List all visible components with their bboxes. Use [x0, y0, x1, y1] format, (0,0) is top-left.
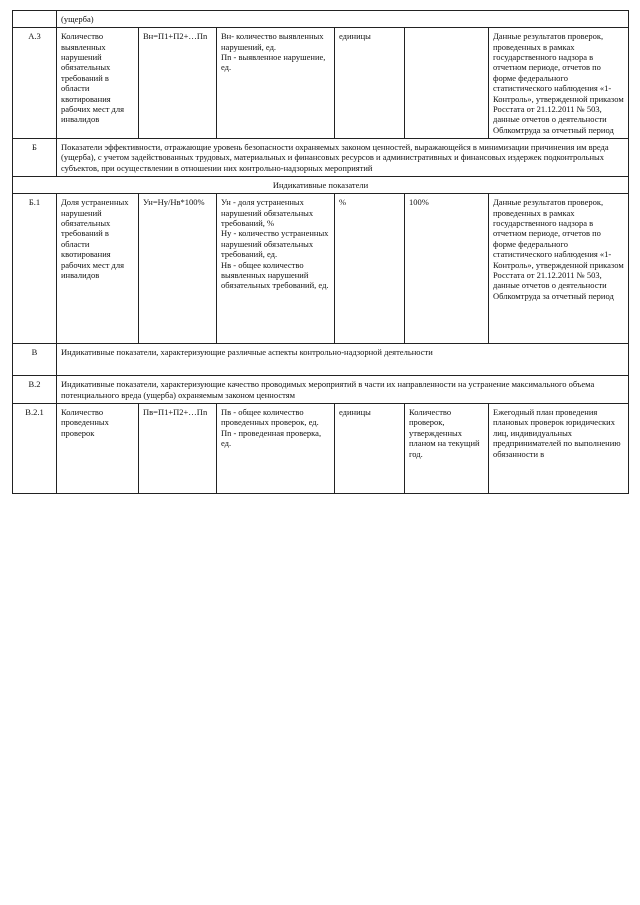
row-code: В — [13, 344, 57, 376]
row-code: А.3 — [13, 28, 57, 139]
row-indicative-heading — [13, 177, 629, 194]
indicator-description: Ун - доля устраненных нарушений обязательных требований, % Ну - количество устраненных нарушений обязательных требований, ед. Нв - общее количество выявленных нарушений обязательных требований, ед. — [217, 194, 335, 344]
row-b1 — [13, 194, 629, 344]
section-heading: Показатели эффективности, отражающие уровень безопасности охраняемых законом ценностей, выражающейся в минимизации причинения им вреда (ущерба), с учетом задействованных трудовых, материальных и финансовых ресурсов и административных и финансовых издержек подконтрольных субъектов, при осуществлении в отношении них контрольно-надзорных мероприятий — [57, 138, 629, 176]
indicator-name: Количество проведенных проверок — [57, 404, 139, 494]
indicator-formula: Пв=П1+П2+…Пn — [139, 404, 217, 494]
indicator-description: Вн- количество выявленных нарушений, ед. Пn - выявленное нарушение, ед. — [217, 28, 335, 139]
indicator-unit: единицы — [335, 28, 405, 139]
row-code: В.2.1 — [13, 404, 57, 494]
row-code: В.2 — [13, 376, 57, 404]
row-v2 — [13, 376, 629, 404]
row-continuation — [13, 11, 629, 28]
indicator-unit: единицы — [335, 404, 405, 494]
indicator-source: Ежегодный план проведения плановых проверок юридических лиц, индивидуальных предпринимателей по выполнению обязанности в — [489, 404, 629, 494]
indicator-name: Доля устраненных нарушений обязательных требований в области квотирования рабочих мест для инвалидов — [57, 194, 139, 344]
indicator-unit: % — [335, 194, 405, 344]
indicator-target — [405, 28, 489, 139]
cell-empty-code — [13, 11, 57, 28]
subsection-heading: Индикативные показатели — [13, 177, 629, 194]
indicator-source: Данные результатов проверок, проведенных в рамках государственного надзора в отчетном периоде, отчетов по форме федерального статистического наблюдения «1-Контроль», утвержденной приказом Росстата от 21.12.2011 № 503, данные отчетов о деятельности Облкомтруда за отчетный период — [489, 194, 629, 344]
indicator-table — [12, 10, 629, 494]
section-heading: Индикативные показатели, характеризующие качество проводимых мероприятий в части их направленности на устранение максимального объема потенциального вреда (ущерба) охраняемым законом ценностям — [57, 376, 629, 404]
indicator-target: Количество проверок, утвержденных планом на текущий год. — [405, 404, 489, 494]
row-a3 — [13, 28, 629, 139]
indicator-table-wrapper — [12, 10, 628, 494]
continuation-text: (ущерба) — [57, 11, 629, 28]
row-v — [13, 344, 629, 376]
row-code: Б.1 — [13, 194, 57, 344]
indicator-formula: Вн=П1+П2+…Пn — [139, 28, 217, 139]
indicator-formula: Ун=Ну/Нв*100% — [139, 194, 217, 344]
indicator-target: 100% — [405, 194, 489, 344]
row-v21 — [13, 404, 629, 494]
indicator-description: Пв - общее количество проведенных проверок, ед. Пn - проведенная проверка, ед. — [217, 404, 335, 494]
row-b — [13, 138, 629, 176]
row-code: Б — [13, 138, 57, 176]
indicator-source: Данные результатов проверок, проведенных в рамках государственного надзора в отчетном периоде, отчетов по форме федерального статистического наблюдения «1-Контроль», утвержденной приказом Росстата от 21.12.2011 № 503, данные отчетов о деятельности Облкомтруда за отчетный период — [489, 28, 629, 139]
section-heading: Индикативные показатели, характеризующие различные аспекты контрольно-надзорной деятельности — [57, 344, 629, 376]
indicator-name: Количество выявленных нарушений обязательных требований в области квотирования рабочих мест для инвалидов — [57, 28, 139, 139]
